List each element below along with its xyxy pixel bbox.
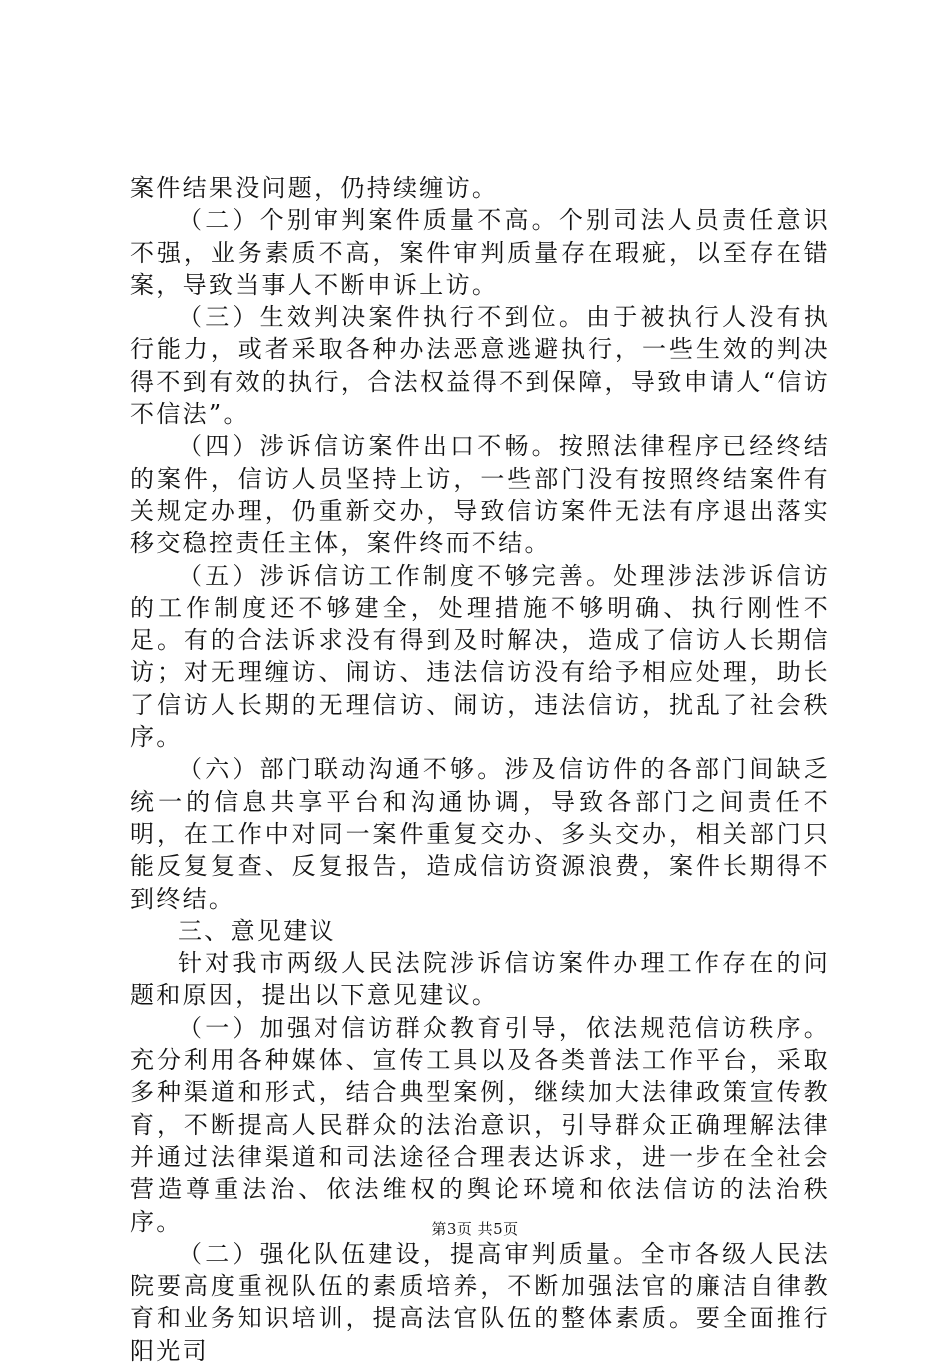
page-footer: 第3页 共5页 bbox=[431, 1220, 519, 1238]
document-body bbox=[130, 172, 830, 1367]
paragraph-7: 针对我市两级人民法院涉诉信访案件办理工作存在的问题和原因，提出以下意见建议。 bbox=[130, 949, 830, 1010]
paragraph-6: （六）部门联动沟通不够。涉及信访件的各部门间缺乏统一的信息共享平台和沟通协调，导致各部门之间责任不明，在工作中对同一案件重复交办、多头交办，相关部门只能反复复查、反复报告，造成信访资源浪费，案件长期得不到终结。 bbox=[130, 755, 830, 913]
section-heading: 三、意见建议 bbox=[178, 916, 336, 945]
paragraph-1: 案件结果没问题，仍持续缠访。 bbox=[130, 174, 499, 202]
paragraph-8: （一）加强对信访群众教育引导，依法规范信访秩序。充分利用各种媒体、宣传工具以及各类普法工作平台，采取多种渠道和形式，结合典型案例，继续加大法律政策宣传教育，不断提高人民群众的法治意识，引导群众正确理解法律并通过法律渠道和司法途径合理表达诉求，进一步在全社会营造尊重法治、依法维权的舆论环境和依法信访的法治秩序。 bbox=[130, 1013, 830, 1236]
paragraph-2: （二）个别审判案件质量不高。个别司法人员责任意识不强，业务素质不高，案件审判质量存在瑕疵，以至存在错案，导致当事人不断申诉上访。 bbox=[130, 206, 830, 299]
paragraph-3: （三）生效判决案件执行不到位。由于被执行人没有执行能力，或者采取各种办法恶意逃避执行，一些生效的判决得不到有效的执行，合法权益得不到保障，导致申请人“信访不信法”。 bbox=[130, 303, 830, 429]
paragraph-4: （四）涉诉信访案件出口不畅。按照法律程序已经终结的案件，信访人员坚持上访，一些部门没有按照终结案件有关规定办理，仍重新交办，导致信访案件无法有序退出落实移交稳控责任主体，案件终而不结。 bbox=[130, 432, 830, 558]
paragraph-5: （五）涉诉信访工作制度不够完善。处理涉法涉诉信访的工作制度还不够建全，处理措施不够明确、执行刚性不足。有的合法诉求没有得到及时解决，造成了信访人长期信访；对无理缠访、闹访、违法信访没有给予相应处理，助长了信访人长期的无理信访、闹访，违法信访，扰乱了社会秩序。 bbox=[130, 561, 830, 752]
paragraph-9: （二）强化队伍建设，提高审判质量。全市各级人民法院要高度重视队伍的素质培养，不断加强法官的廉洁自律教育和业务知识培训，提高法官队伍的整体素质。要全面推行阳光司 bbox=[130, 1239, 830, 1365]
